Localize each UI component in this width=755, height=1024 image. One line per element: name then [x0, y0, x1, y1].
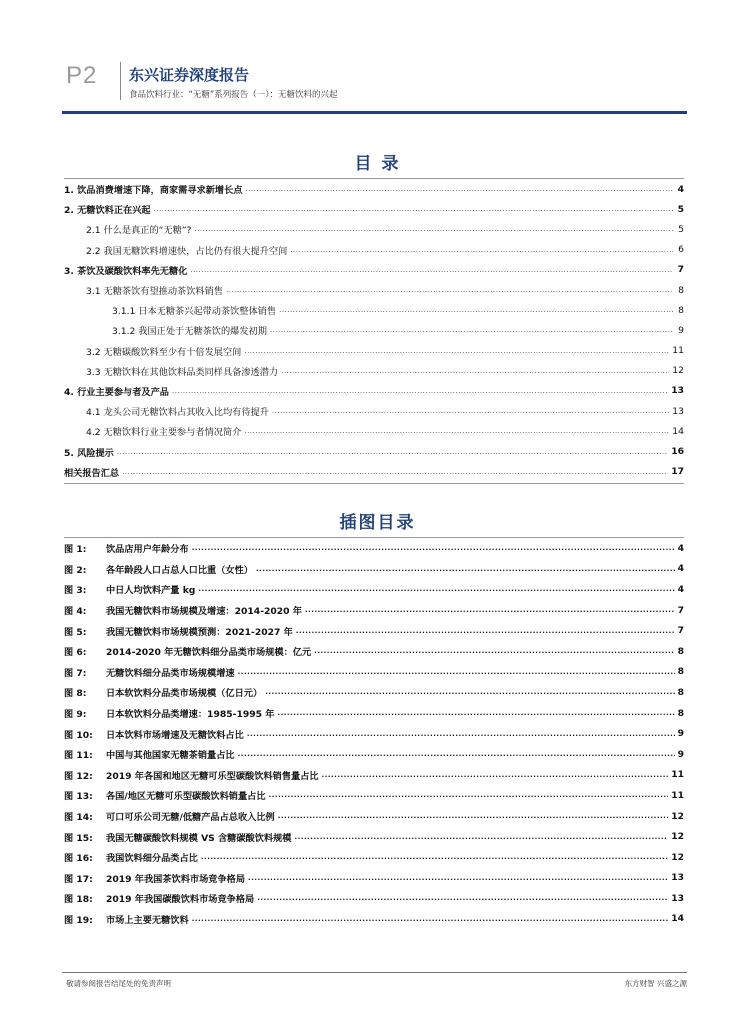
toc-entry[interactable]: 3.1.1 日本无糖茶兴起带动茶饮整体销售 ..... 8: [64, 300, 684, 320]
toc-bottom-rule: [64, 483, 684, 484]
figure-entry[interactable]: 图 10: 日本饮料市场增速及无糖饮料占比 ..... 9: [64, 723, 684, 744]
figure-entry[interactable]: 图 13: 各国/地区无糖可乐型碳酸饮料销量占比 ..... 11: [64, 785, 684, 806]
figure-entry[interactable]: 图 1: 饮品店用户年龄分布 ..... 4: [64, 538, 684, 559]
report-subtitle: 食品饮料行业：“无糖”系列报告（一）：无糖饮料的兴起: [129, 90, 338, 100]
figures-list: [64, 538, 684, 929]
toc-entry[interactable]: 3.3 无糖饮料在其他饮料品类同样具备渗透潜力 ..... 12: [64, 361, 684, 381]
figure-entry[interactable]: 图 11: 中国与其他国家无糖茶销量占比 ..... 9: [64, 744, 684, 765]
figure-entry[interactable]: 图 12: 2019 年各国和地区无糖可乐型碳酸饮料销售量占比 ..... 11: [64, 765, 684, 786]
toc-entry[interactable]: 4. 行业主要参与者及产品 ..... 13: [64, 381, 684, 401]
toc-entry[interactable]: 3.2 无糖碳酸饮料至少有十倍发展空间 ..... 11: [64, 341, 684, 361]
footer-slogan: 东方财智 兴盛之源: [624, 979, 687, 988]
figure-entry[interactable]: 图 2: 各年龄段人口占总人口比重（女性） ..... 4: [64, 559, 684, 580]
toc-entry[interactable]: 2.2 我国无糖饮料增速快，占比仍有很大提升空间 ..... 6: [64, 240, 684, 260]
footer-disclaimer: 敬请参阅报告结尾处的免责声明: [66, 979, 171, 988]
toc-entry[interactable]: 5. 风险提示 ..... 16: [64, 441, 684, 461]
figures-title: 插图目录: [339, 513, 416, 533]
figure-entry[interactable]: 图 19: 市场上主要无糖饮料 ..... 14: [64, 909, 684, 930]
brand-title: 东兴证券深度报告: [129, 66, 250, 84]
toc-entry[interactable]: 4.2 无糖饮料行业主要参与者情况简介 ..... 14: [64, 421, 684, 441]
toc-title: 目 录: [354, 154, 401, 174]
header-rule: [62, 111, 687, 114]
toc-list: [64, 179, 684, 482]
footer-rule: [62, 972, 687, 973]
figure-entry[interactable]: 图 6: 2014-2020 年无糖饮料细分品类市场规模：亿元 ..... 8: [64, 641, 684, 662]
toc-entry[interactable]: 相关报告汇总 ..... 17: [64, 462, 684, 482]
figure-entry[interactable]: 图 15: 我国无糖碳酸饮料规模 VS 含糖碳酸饮料规模 ..... 12: [64, 826, 684, 847]
header-divider: [120, 62, 121, 100]
toc-entry[interactable]: 2.1 什么是真正的“无糖”? ..... 5: [64, 219, 684, 239]
page-number: P2: [66, 62, 98, 89]
figure-entry[interactable]: 图 17: 2019 年我国茶饮料市场竞争格局 ..... 13: [64, 868, 684, 889]
figure-entry[interactable]: 图 8: 日本软饮料分品类市场规模（亿日元） ..... 8: [64, 682, 684, 703]
figure-entry[interactable]: 图 4: 我国无糖饮料市场规模及增速：2014-2020 年 ..... 7: [64, 600, 684, 621]
figure-entry[interactable]: 图 3: 中日人均饮料产量 kg ..... 4: [64, 579, 684, 600]
figure-entry[interactable]: 图 16: 我国饮料细分品类占比 ..... 12: [64, 847, 684, 868]
figure-entry[interactable]: 图 9: 日本软饮料分品类增速：1985-1995 年 ..... 8: [64, 703, 684, 724]
toc-entry[interactable]: 3. 茶饮及碳酸饮料率先无糖化 ..... 7: [64, 260, 684, 280]
toc-entry[interactable]: 4.1 龙头公司无糖饮料占其收入比均有待提升 ..... 13: [64, 401, 684, 421]
figure-entry[interactable]: 图 7: 无糖饮料细分品类市场规模增速 ..... 8: [64, 662, 684, 683]
toc-entry[interactable]: 3.1.2 我国正处于无糖茶饮的爆发初期 ..... 9: [64, 320, 684, 340]
figure-entry[interactable]: 图 18: 2019 年我国碳酸饮料市场竞争格局 ..... 13: [64, 888, 684, 909]
toc-entry[interactable]: 3.1 无糖茶饮有望推动茶饮料销售 ..... 8: [64, 280, 684, 300]
toc-entry[interactable]: 1. 饮品消费增速下降，商家需寻求新增长点 ..... 4: [64, 179, 684, 199]
toc-entry[interactable]: 2. 无糖饮料正在兴起 ..... 5: [64, 199, 684, 219]
figure-entry[interactable]: 图 5: 我国无糖饮料市场规模预测：2021-2027 年 ..... 7: [64, 620, 684, 641]
figure-entry[interactable]: 图 14: 可口可乐公司无糖/低糖产品占总收入比例 ..... 12: [64, 806, 684, 827]
